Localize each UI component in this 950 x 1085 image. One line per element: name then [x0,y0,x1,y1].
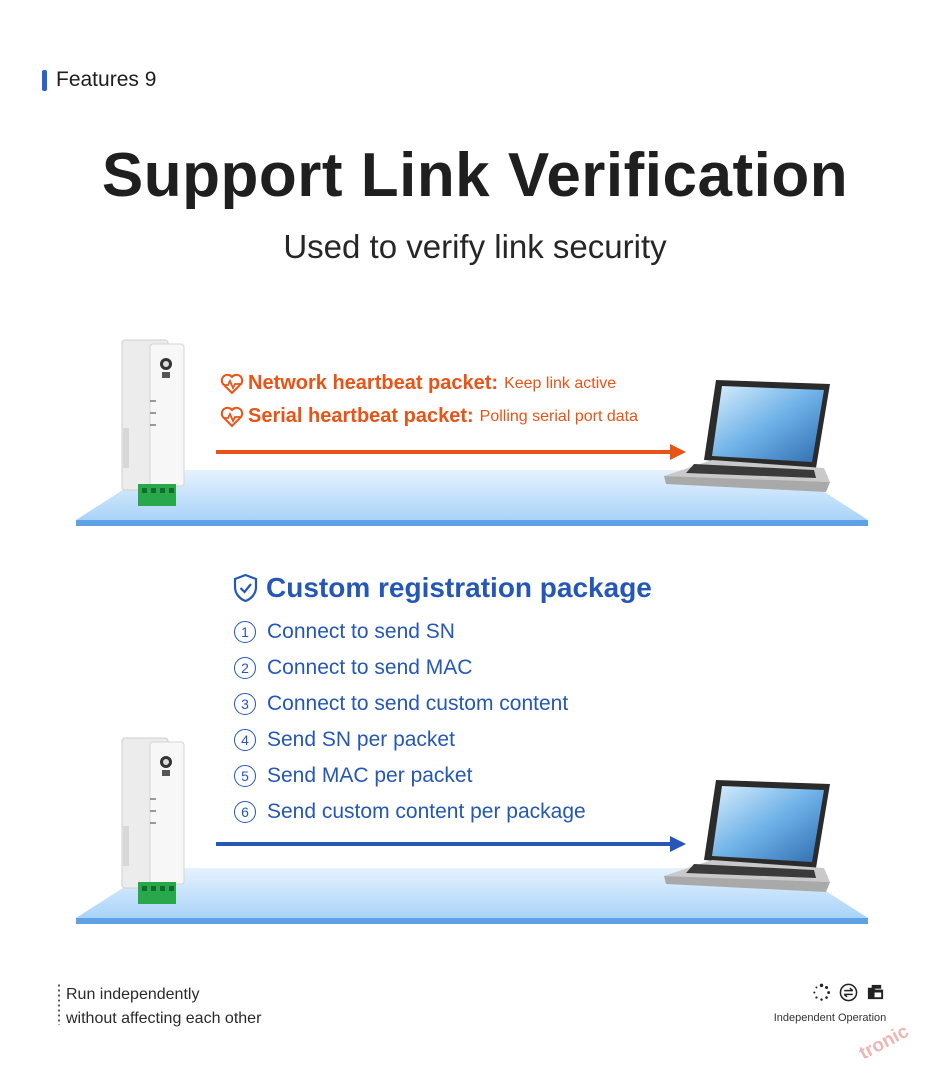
swap-icon [839,983,858,1002]
arrow-right-icon [216,836,688,852]
list-item [234,650,586,686]
loading-icon [812,983,831,1002]
network-heartbeat-label: Network heartbeat packet: [248,372,499,394]
list-item-text: Send SN per packet [267,728,455,751]
features-label: Features 9 [56,68,157,91]
serial-server-device [120,338,188,515]
features-accent-bar [42,70,47,91]
folder-icon [866,983,885,1002]
list-item [234,722,586,758]
footer-note [58,983,261,1031]
number-badge: 6 [234,801,256,823]
list-item-text: Send MAC per packet [267,764,473,787]
number-badge: 2 [234,657,256,679]
footer-line-1: Run independently [66,986,200,1003]
number-badge: 3 [234,693,256,715]
page-title: Support Link Verification [101,141,849,210]
serial-heartbeat-label: Serial heartbeat packet: [248,405,474,427]
arrow-right-icon [216,444,688,460]
number-badge: 4 [234,729,256,751]
list-item-text: Connect to send MAC [267,656,473,679]
page-subtitle: Used to verify link security [283,228,667,265]
number-badge: 5 [234,765,256,787]
features-tag [42,68,156,92]
serial-heartbeat-desc: Polling serial port data [479,407,638,425]
number-badge: 1 [234,621,256,643]
list-item-text: Connect to send custom content [267,692,569,715]
serial-heartbeat-line [220,405,638,428]
registration-title [232,572,652,604]
independent-operation-badge [760,983,892,1024]
registration-list [234,614,586,830]
list-item-text: Send custom content per package [267,800,586,823]
list-item [234,614,586,650]
list-item [234,686,586,722]
footer-line-2: without affecting each other [66,1010,262,1027]
serial-server-device [120,736,188,913]
heartbeat-icon [220,373,244,395]
footer-note-text [66,983,261,1031]
watermark-logo: tronic [855,1020,913,1065]
dotted-divider [58,983,60,1025]
laptop-image [664,376,832,521]
list-item [234,794,586,830]
list-item-text: Connect to send SN [267,620,455,643]
network-heartbeat-desc: Keep link active [504,374,617,392]
laptop-image [664,776,832,921]
registration-title-text: Custom registration package [266,572,652,603]
network-heartbeat-line [220,372,616,395]
shield-check-icon [232,573,259,603]
independent-operation-caption: Independent Operation [773,1012,887,1024]
heartbeat-icon [220,406,244,428]
list-item [234,758,586,794]
